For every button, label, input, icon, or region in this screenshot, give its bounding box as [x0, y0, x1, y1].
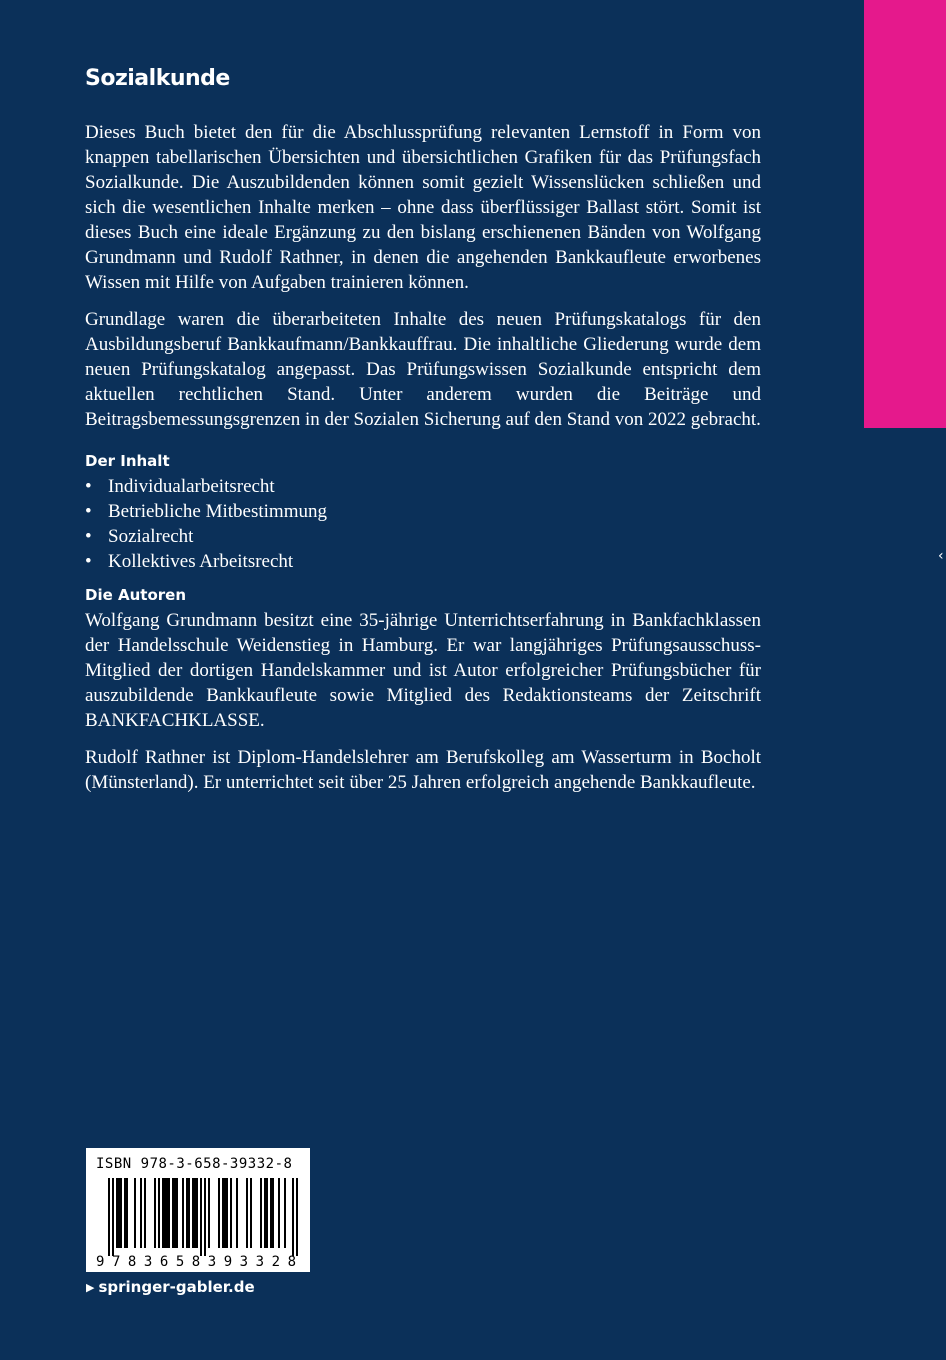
inhalt-list [85, 474, 761, 574]
barcode-bar [222, 1178, 224, 1248]
barcode-graphic [86, 1148, 310, 1272]
barcode-bar [168, 1178, 170, 1248]
list-item-label: Sozialrecht [108, 526, 194, 547]
bullet-icon: • [85, 476, 92, 497]
list-item [85, 499, 761, 524]
spine-edge-mark: ‹ [938, 548, 944, 564]
barcode-bar [230, 1178, 232, 1248]
barcode-bar [144, 1178, 146, 1248]
barcode-bar [162, 1178, 164, 1248]
barcode-bar [208, 1178, 210, 1248]
barcode-bar [246, 1178, 248, 1248]
barcode-bar [154, 1178, 156, 1248]
barcode-bar [124, 1178, 126, 1248]
barcode-bar [226, 1178, 228, 1248]
book-title: Sozialkunde [85, 66, 230, 91]
publisher-url-label: springer-gabler.de [98, 1278, 255, 1296]
barcode-bar [250, 1178, 252, 1248]
barcode-bar [182, 1178, 184, 1248]
barcode-bar [260, 1178, 262, 1248]
barcode-bar [270, 1178, 272, 1248]
barcode-bar [194, 1178, 196, 1248]
barcode-bar [120, 1178, 122, 1248]
barcode-bar [200, 1178, 202, 1256]
barcode-bar [140, 1178, 142, 1248]
barcode-bar [204, 1178, 206, 1256]
barcode-bar [218, 1178, 220, 1248]
author-bio-grundmann: Wolfgang Grundmann besitzt eine 35-jährige Unterrichtserfahrung in Bankfachklassen der Handelsschule Weidenstieg in Hamburg. Er war langjähriges Prüfungsausschuss-Mitglied der dortigen Handelskammer und ist Autor erfolgreicher Prüfungsbücher für auszubildende Bankkaufleute sowie Mitglied des Redaktionsteams der Zeitschrift BANKFACHKLASSE. [85, 610, 761, 731]
barcode-bar [284, 1178, 286, 1248]
description-paragraph-1: Dieses Buch bietet den für die Abschlussprüfung relevanten Lernstoff in Form von knappen tabellarischen Übersichten und übersichtlichen Grafiken für das Prüfungsfach Sozialkunde. Die Auszubildenden können somit gezielt Wissenslücken schließen und sich die wesentlichen Inhalte merken – ohne dass überflüssiger Ballast stört. Somit ist dieses Buch eine ideale Ergänzung zu den bislang erschienenen Bänden von Wolfgang Grundmann und Rudolf Rathner, in denen die angehenden Bankkaufleute erworbenes Wissen mit Hilfe von Aufgaben trainieren können. [85, 122, 761, 293]
list-item-label: Kollektives Arbeitsrecht [108, 551, 294, 572]
barcode-bar [236, 1178, 238, 1248]
isbn-barcode [86, 1148, 310, 1272]
magenta-accent-bar [864, 0, 946, 428]
ean-digits: 9783658393328 [96, 1254, 296, 1270]
barcode-bar [264, 1178, 266, 1248]
inhalt-heading: Der Inhalt [85, 452, 170, 470]
barcode-bar [118, 1178, 120, 1248]
barcode-bar [116, 1178, 118, 1248]
barcode-bar [176, 1178, 178, 1248]
list-item-label: Individualarbeitsrecht [108, 476, 275, 497]
barcode-bar [172, 1178, 174, 1248]
barcode-bar [224, 1178, 226, 1248]
author-bio-rathner: Rudolf Rathner ist Diplom-Handelslehrer am Berufskolleg am Wasserturm in Bocholt (Münsterland). Er unterrichtet seit über 25 Jahren erfolgreich angehende Bankkaufleute. [85, 747, 761, 793]
autoren-heading: Die Autoren [85, 586, 187, 604]
barcode-bar [126, 1178, 128, 1248]
arrow-right-icon: ▶ [86, 1280, 95, 1294]
bullet-icon: • [85, 501, 92, 522]
publisher-url[interactable] [86, 1278, 255, 1296]
barcode-bar [164, 1178, 166, 1248]
bullet-icon: • [85, 551, 92, 572]
list-item-label: Betriebliche Mitbestimmung [108, 501, 327, 522]
list-item [85, 474, 761, 499]
barcode-bar [292, 1178, 294, 1256]
barcode-bar [112, 1178, 114, 1256]
barcode-bar [134, 1178, 136, 1248]
barcode-bar [272, 1178, 274, 1248]
barcode-bar [108, 1178, 110, 1256]
list-item [85, 549, 761, 574]
barcode-bar [296, 1178, 298, 1256]
barcode-bar [186, 1178, 188, 1248]
barcode-bar [266, 1178, 268, 1248]
back-cover-text [85, 120, 761, 807]
barcode-bar [188, 1178, 190, 1248]
list-item [85, 524, 761, 549]
isbn-number: ISBN 978-3-658-39332-8 [96, 1156, 293, 1172]
barcode-bar [278, 1178, 280, 1248]
description-paragraph-2: Grundlage waren die überarbeiteten Inhalte des neuen Prüfungskatalogs für den Ausbildungsberuf Bankkaufmann/Bankkauffrau. Die inhaltliche Gliederung wurde dem neuen Prüfungskatalog angepasst. Das Prüfungswissen Sozialkunde entspricht dem aktuellen rechtlichen Stand. Unter anderem wurden die Beiträge und Beitragsbemessungsgrenzen in der Sozialen Sicherung auf den Stand von 2022 gebracht. [85, 309, 761, 430]
barcode-bar [192, 1178, 194, 1248]
barcode-bar [174, 1178, 176, 1248]
barcode-bar [158, 1178, 160, 1248]
barcode-bar [166, 1178, 168, 1248]
barcode-bar [196, 1178, 198, 1248]
bullet-icon: • [85, 526, 92, 547]
